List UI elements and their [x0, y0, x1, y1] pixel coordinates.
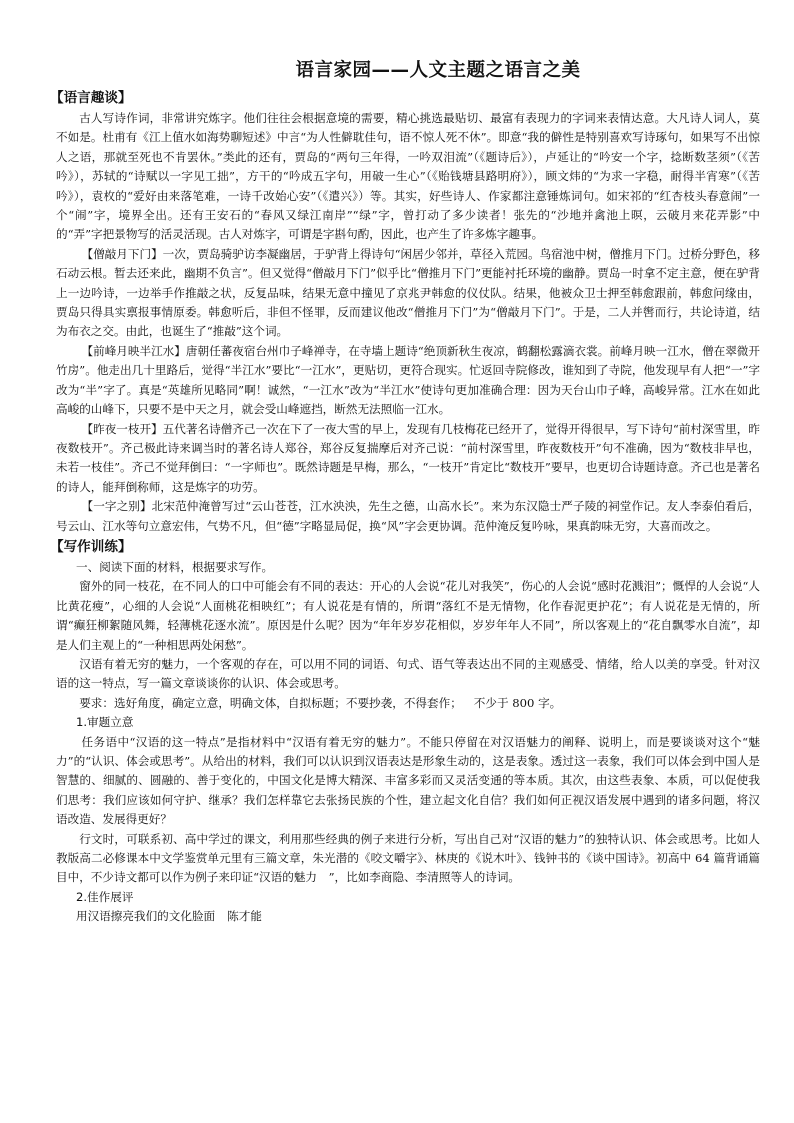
requirement-line [56, 694, 760, 713]
story-paragraph-tuiqiao: 【僧敲月下门】一次，贾岛骑驴访李凝幽居，于驴背上得诗句“闲居少邻并，草径入荒园。鸟宿池中树，僧推月下门。过桥分野色，移石动云根。暂去还来此，幽期不负言”。但又觉得“僧敲月下门”似乎比“僧推月下门”更能衬托环境的幽静。贾岛一时拿不定主意，便在驴背上一边吟诗，一边举手作推敲之状，反复品味，结果无意中撞见了京兆尹韩愈的仪仗队。结果，他被众卫士押至韩愈跟前，韩愈问缘由，贾岛只得具实禀报事情原委。韩愈听后，非但不怪罪，反而建议他改“僧推月下门”为“僧敲月下门”。于是，二人并辔而行，共论诗道，结为布衣之交。由此，也诞生了“推敲”这个词。 [56, 246, 760, 339]
step2-title: 2.佳作展评 [76, 889, 134, 904]
material-paragraph-1: 窗外的同一枝花，在不同人的口中可能会有不同的表达：开心的人会说“花儿对我笑”，伤心的人会说“感时花溅泪”；慨悍的人会说“人比黄花瘦”，心细的人会说“人面桃花相映红”；有人说花是有情的，所谓“落红不是无情物，化作春泥更护花”；有人说花是无情的，所谓“癫狂柳絮随风舞，轻薄桃花逐水流”。原因是什么呢？因为“年年岁岁花相似，岁岁年年人不同”，所以客观上的“花自飘零水自流”，却是人们主观上的“一种相思两处闲愁”。 [56, 579, 760, 652]
essay-title: 用汉语擦亮我们的文化脸面 [76, 909, 216, 924]
step1-paragraph-2: 行文时，可联系初、高中学过的课文，利用那些经典的例子来进行分析，写出自己对“汉语的魅力”的独特认识、体会或思考。比如人教版高二必修课本中文学鉴赏单元里有三篇文章，朱光潜的《咬文嚼字》、林庚的《说木叶》、钱钟书的《谈中国诗》。初高中 64 篇背诵篇目中，不少诗文都可以作为例子来印证“汉语的魅力 ”，比如李商隐、李清照等人的诗词。 [56, 831, 760, 885]
requirement-text: 要求：选好角度，确定立意，明确文体，自拟标题；不要抄袭，不得套作； [79, 695, 462, 710]
intro-paragraph: 古人写诗作词，非常讲究炼字。他们往往会根据意境的需要，精心挑选最贴切、最富有表现力的字词来表情达意。大凡诗人词人，莫不如是。杜甫有《江上值水如海势聊短述》中言“为人性僻耽佳句，语不惊人死不休”。即意“我的僻性是特别喜欢写诗琢句，如果写不出惊人之语，那就至死也不肯罢休。”类此的还有，贾岛的“两句三年得，一吟双泪流”（《题诗后》），卢延让的“吟安一个字，捻断数茎须”（《苦吟》），苏轼的“诗赋以一字见工拙”，方干的“吟成五字句，用破一生心”（《贻钱塘县路明府》），顾文炜的“为求一字稳，耐得半宵寒”（《苦吟》），袁枚的“爱好由来落笔难，一诗千改始心安”（《遣兴》）等。其实，好些诗人、作家都注意锤炼词句。如宋祁的“红杏枝头春意闹”一个“闹”字，境界全出。还有王安石的“春风又绿江南岸”“绿”字，曾打动了多少读者！张先的“沙地并禽池上暝，云破月来花弄影”中的“弄”字把景物写的活灵活现。古人对炼字，可谓是字斟句酌，因此，也产生了许多炼字趣事。 [56, 111, 760, 242]
task-title: 一、阅读下面的材料，根据要求写作。 [76, 559, 274, 574]
section-heading-language-talk: 【语言趣谈】 [50, 90, 132, 106]
requirement-word-count: 不少于 800 字。 [473, 695, 562, 710]
section-heading-writing-training: 【写作训练】 [50, 538, 132, 555]
essay-author: 陈才能 [227, 909, 262, 924]
story-paragraph-banjiang: 【前峰月映半江水】唐朝任蕃夜宿台州巾子峰禅寺，在寺墙上题诗“绝顶新秋生夜凉，鹤翻松露滴衣裳。前峰月映一江水，僧在翠微开竹房”。他走出几十里路后，觉得“半江水”要比“一江水”，更贴切，更符合现实。忙返回寺院修改，谁知到了寺院，他发现早有人把“一”字改为“半”字了。真是“英雄所见略同”啊！诚然，“一江水”改为“半江水”使诗句更加准确合理：因为天台山巾子峰，高峻异常。江水在如此高峻的山峰下，只要不是中天之月，就会受山峰遮挡，断然无法照临一江水。 [56, 343, 760, 417]
story-paragraph-yizhi: 【昨夜一枝开】五代著名诗僧齐己一次在下了一夜大雪的早上，发现有几枝梅花已经开了，觉得开得很早，写下诗句“前村深雪里，昨夜数枝开”。齐己极此诗来调当时的著名诗人郑谷，郑谷反复揣摩后对齐己说：“前村深雪里，昨夜数枝开”句不准确，因为“数枝非早也，未若一枝佳”。齐己不觉拜倒曰：“一字师也”。既然诗题是早梅，那么，“一枝开”肯定比“数枝开”要早，也更切合诗题诗意。齐己也是著名的诗人，能拜倒称师，这是炼字的功劳。 [56, 421, 760, 494]
material-paragraph-2: 汉语有着无穷的魅力，一个客观的存在，可以用不同的词语、句式、语气等表达出不同的主观感受、情绪，给人以美的享受。针对汉语的这一特点，写一篇文章谈谈你的认识、体会或思考。 [56, 656, 760, 691]
page-title: 语言家园——人文主题之语言之美 [295, 60, 581, 81]
step1-paragraph-1: 任务语中“汉语的这一特点”是指材料中“汉语有着无穷的魅力”。不能只停留在对汉语魅力的阐释、说明上，而是要谈谈对这个“魅力”的“认识、体会或思考”。从给出的材料，我们可以认识到汉语表达是形象生动的，这是表象。透过这一表象，我们可以体会到中国人是智慧的、细腻的、圆融的、善于变化的，中国文化是博大精深、丰富多彩而又灵活变通的等本质。其次，由这些表象、本质，可以促使我们思考：我们应该如何守护、继承？我们怎样靠它去张扬民族的个性，建立起文化自信？我们如何正视汉语发展中遇到的诸多问题，将汉语改造、发展得更好？ [56, 734, 760, 827]
step1-title: 1.审题立意 [76, 715, 134, 730]
essay-heading [56, 907, 760, 926]
story-paragraph-feng: 【一字之别】北宋范仲淹曾写过“云山苍苍，江水泱泱，先生之德，山高水长”。来为东汉隐士严子陵的祠堂作记。友人李泰伯看后，号云山、江水等句立意宏伟，气势不凡，但“德”字略显局促，换“风”字会更协调。范仲淹反复吟咏，果真韵味无穷，大喜而改之。 [56, 499, 760, 533]
